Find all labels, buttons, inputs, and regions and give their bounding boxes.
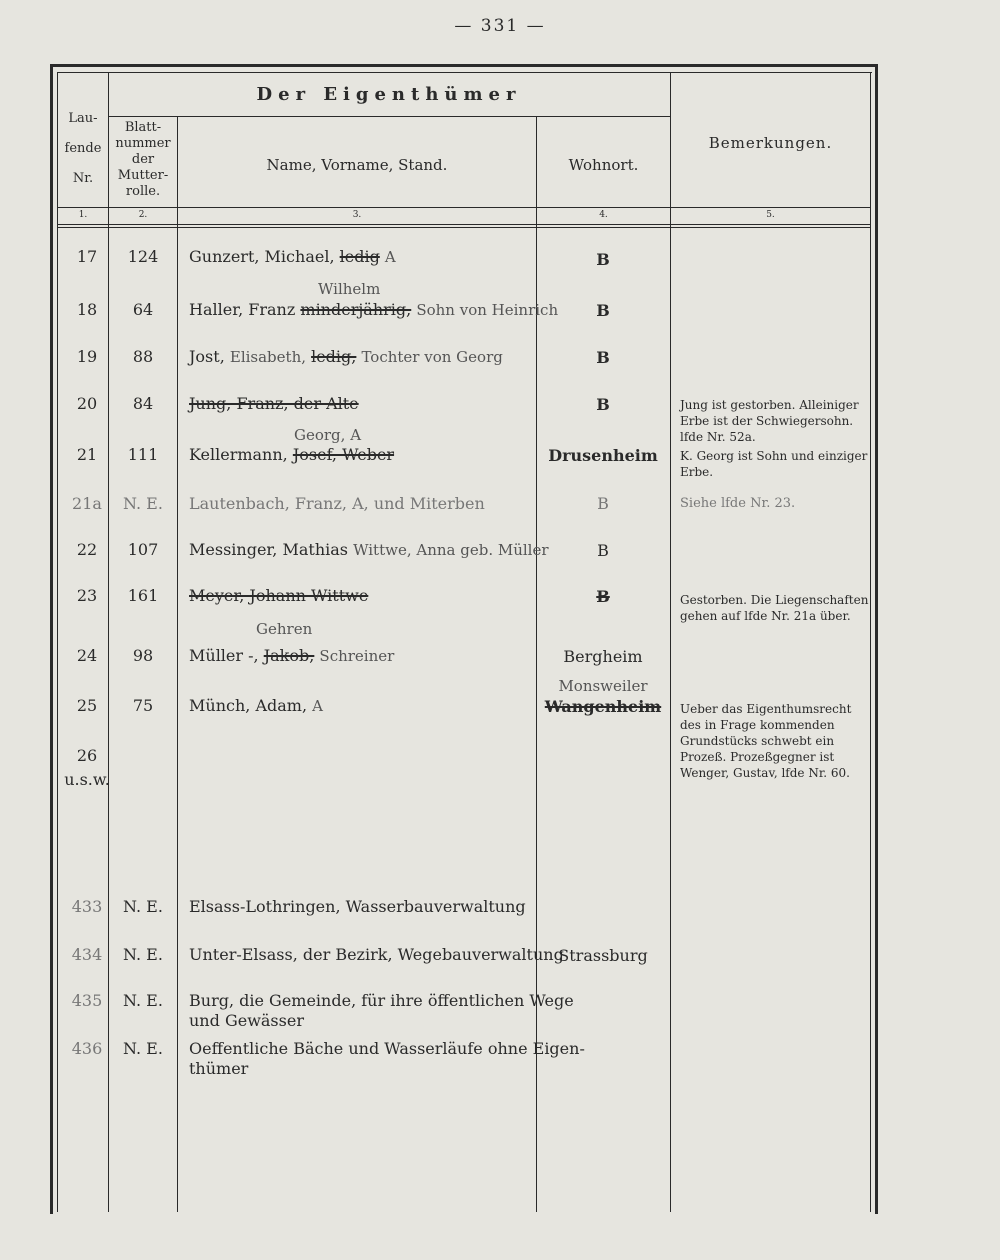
inner-top-rule — [57, 72, 872, 73]
header-lfd-nr: Lau- fende Nr. — [64, 111, 102, 186]
row-nr: 21a — [72, 494, 102, 513]
row-blatt: 84 — [132, 394, 154, 413]
row-name: Burg, die Gemeinde, für ihre öffentlichen Wege — [189, 991, 574, 1010]
row-name: Oeffentliche Bäche und Wasserläufe ohne Eigen- — [189, 1039, 585, 1058]
row-name: Meyer, Johann Wittwe — [189, 586, 369, 605]
row-blatt: N. E. — [123, 494, 163, 513]
row-name: Müller -, Jakob, Schreiner — [189, 646, 395, 665]
row-wohnort: Drusenheim — [548, 446, 658, 465]
header-rule-2 — [57, 224, 871, 225]
row-name: Lautenbach, Franz, A, und Miterben — [189, 494, 485, 513]
col-sep-2 — [177, 116, 178, 1212]
header-name: Name, Vorname, Stand. — [266, 156, 448, 174]
row-wohnort: Wangenheim — [544, 697, 662, 716]
row-blatt: N. E. — [123, 991, 163, 1010]
row-bemerkung: Ueber das Eigenthumsrecht des in Frage kommenden Grundstücks schwebt ein Prozeß. Prozeßgegner ist Wenger, Gustav, lfde Nr. 60. — [680, 702, 852, 780]
row-nr: 18 — [76, 300, 98, 319]
row-bemerkung: Gestorben. Die Liegenschaften gehen auf lfde Nr. 21a über. — [680, 593, 869, 623]
inner-left-rule — [57, 72, 58, 1212]
row-blatt: 64 — [132, 300, 154, 319]
row-wohnort-insertion: Monsweiler — [558, 677, 648, 695]
row-name-cont: thümer — [189, 1059, 249, 1078]
row-name: Münch, Adam, A — [189, 696, 323, 715]
row-bemerkung: K. Georg ist Sohn und einziger Erbe. — [680, 449, 868, 479]
row-blatt: N. E. — [123, 897, 163, 916]
row-name-cont: und Gewässer — [189, 1011, 304, 1030]
row-nr: 17 — [76, 247, 98, 266]
header-wohnort: Wohnort. — [568, 156, 639, 174]
row-name: Jost, Elisabeth, ledig, Tochter von Georg — [189, 347, 503, 366]
row-blatt: 98 — [132, 646, 154, 665]
row-wohnort: B — [596, 348, 610, 367]
row-blatt: 75 — [132, 696, 154, 715]
row-name: Haller, Franz minderjährig, Sohn von Heinrich — [189, 300, 559, 319]
row-nr: 19 — [76, 347, 98, 366]
row-wohnort: B — [597, 494, 609, 513]
row-insertion: Georg, A — [294, 426, 362, 444]
col-number: 2. — [138, 210, 148, 220]
row-insertion: Wilhelm — [318, 280, 381, 298]
row-nr: 20 — [76, 394, 98, 413]
row-name: Gunzert, Michael, ledig A — [189, 247, 396, 266]
row-blatt: 88 — [132, 347, 154, 366]
row-wohnort: B — [596, 250, 610, 269]
row-wohnort: Strassburg — [558, 946, 648, 965]
row-wohnort: B — [596, 587, 610, 606]
col-number: 1. — [78, 210, 88, 220]
row-wohnort: B — [596, 395, 610, 414]
col-sep-4 — [670, 72, 671, 1212]
row-name: Messinger, Mathias Wittwe, Anna geb. Müller — [189, 540, 549, 559]
row-wohnort: B — [596, 301, 610, 320]
row-name: Kellermann, Josef, Weber — [189, 445, 395, 464]
row-blatt: N. E. — [123, 1039, 163, 1058]
row-blatt: 107 — [127, 540, 159, 559]
header-bemerkungen: Bemerkungen. — [708, 134, 833, 152]
row-name: Elsass-Lothringen, Wasserbauverwaltung — [189, 897, 526, 916]
table-top-border — [50, 64, 878, 67]
row-nr: 435 — [71, 991, 103, 1010]
row-name: Unter-Elsass, der Bezirk, Wegebauverwaltung — [189, 945, 564, 964]
row-blatt: 111 — [127, 445, 159, 464]
header-rule-1 — [57, 207, 871, 208]
row-nr: 24 — [76, 646, 98, 665]
row-blatt: 161 — [127, 586, 159, 605]
header-rule-3 — [57, 227, 871, 228]
row-blatt: N. E. — [123, 945, 163, 964]
inner-right-rule — [870, 72, 871, 1212]
row-name: Jung, Franz, der Alte — [189, 394, 359, 413]
row-nr: 25 — [76, 696, 98, 715]
row-nr: 23 — [76, 586, 98, 605]
row-nr: 433 — [71, 897, 103, 916]
table-left-border — [50, 64, 53, 1214]
row-nr: 436 — [71, 1039, 103, 1058]
row-nr: 434 — [71, 945, 103, 964]
row-wohnort: B — [597, 541, 609, 560]
table-right-border — [875, 64, 878, 1214]
col-number: 4. — [599, 210, 608, 220]
header-owner-title: Der Eigenthümer — [256, 84, 522, 105]
row-blatt: 124 — [127, 247, 159, 266]
row-nr: 21 — [76, 445, 98, 464]
row-nr: 22 — [76, 540, 98, 559]
page-number: — 331 — — [454, 16, 546, 36]
row-bemerkung: Siehe lfde Nr. 23. — [680, 496, 796, 511]
col-number: 5. — [766, 210, 775, 220]
col-number: 3. — [352, 210, 362, 220]
row-bemerkung: Jung ist gestorben. Alleiniger Erbe ist der Schwiegersohn. lfde Nr. 52a. — [680, 398, 859, 444]
owner-subrule — [108, 116, 670, 117]
row-nr: 26 u.s.w. — [64, 746, 110, 789]
row-wohnort: Bergheim — [563, 647, 643, 666]
header-blattnummer: Blatt- nummer der Mutter- rolle. — [115, 120, 171, 199]
row-insertion: Gehren — [256, 620, 313, 638]
